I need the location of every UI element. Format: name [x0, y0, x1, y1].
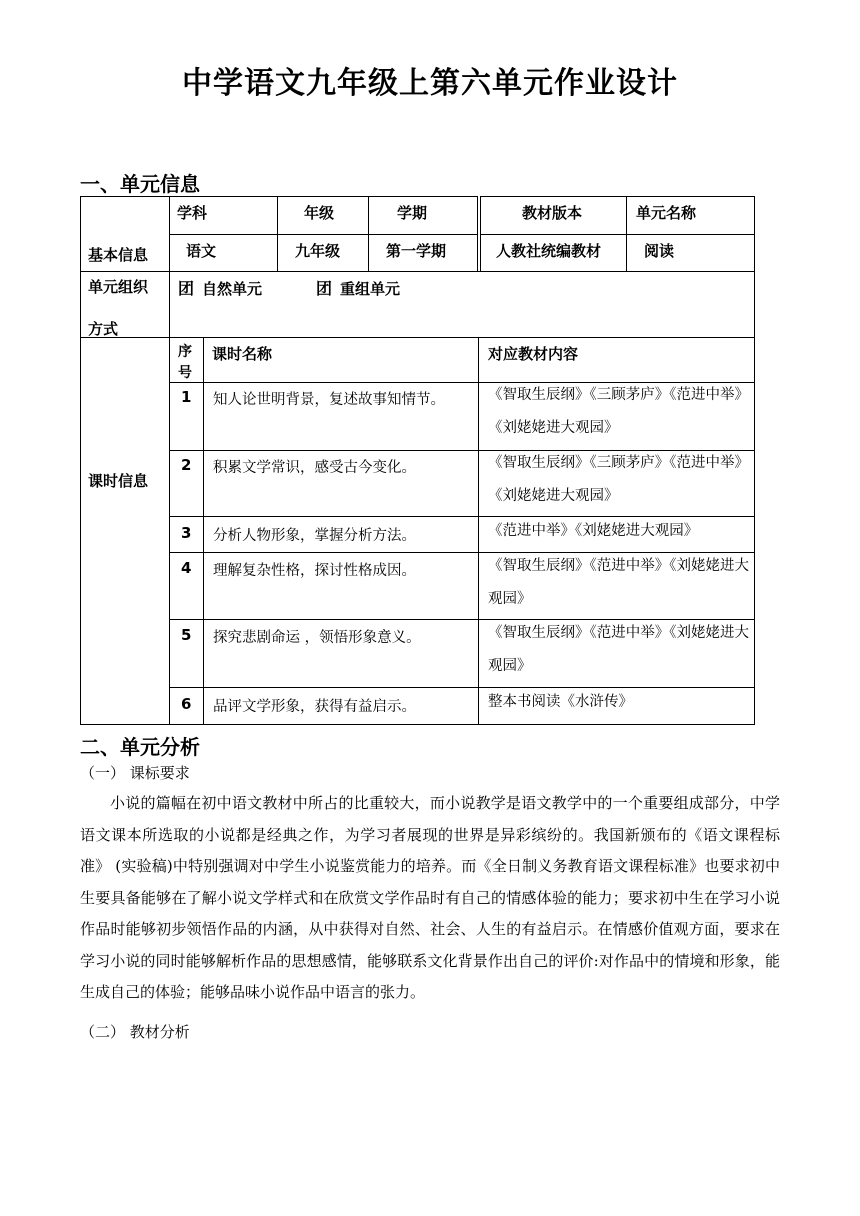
lesson-name: 知人论世明背景，复述故事知情节。 — [213, 392, 445, 408]
lesson-content: 《智取生辰纲》《三顾茅庐》《范进中举》《刘姥姥进大观园》 — [488, 387, 749, 436]
subheading-textbook-analysis: （二） 教材分析 — [80, 1023, 190, 1041]
section-heading-unit-analysis: 二、单元分析 — [80, 735, 200, 759]
lesson-name: 理解复杂性格，探讨性格成因。 — [213, 563, 416, 579]
lesson-number: 4 — [181, 559, 192, 577]
lesson-number: 5 — [181, 626, 192, 644]
cell-border — [80, 337, 170, 725]
header-lesson-name: 课时名称 — [212, 345, 273, 363]
lesson-number: 1 — [181, 388, 192, 406]
value-unit-name: 阅读 — [644, 242, 675, 260]
header-number-line1: 序 — [178, 344, 192, 360]
lesson-content: 《智取生辰纲》《范进中举》《刘姥姥进大观园》 — [488, 558, 749, 607]
checkbox-mark-icon: 团 — [316, 279, 333, 298]
organization-label-line2: 方式 — [88, 320, 119, 338]
lesson-content: 《智取生辰纲》《范进中举》《刘姥姥进大观园》 — [488, 625, 749, 674]
lesson-name: 分析人物形象，掌握分析方法。 — [213, 528, 416, 544]
value-subject: 语文 — [186, 242, 217, 260]
lesson-name: 探究悲剧命运 ，领悟形象意义。 — [213, 630, 421, 646]
section-heading-unit-info: 一、单元信息 — [80, 172, 200, 196]
lessons-label: 课时信息 — [88, 472, 149, 490]
lesson-name: 积累文学常识，感受古今变化。 — [213, 460, 416, 476]
option-regrouped-unit[interactable] — [316, 276, 400, 299]
subheading-curriculum-standards: （一） 课标要求 — [80, 764, 190, 782]
header-textbook: 教材版本 — [522, 204, 583, 222]
lesson-content: 《范进中举》《刘姥姥进大观园》 — [488, 523, 699, 539]
lesson-content: 《智取生辰纲》《三顾茅庐》《范进中举》《刘姥姥进大观园》 — [488, 455, 749, 504]
basic-info-label: 基本信息 — [88, 246, 149, 264]
checkbox-mark-icon: 团 — [178, 279, 195, 298]
lesson-number: 6 — [181, 695, 192, 713]
option-regrouped-unit-label: 重组单元 — [340, 280, 401, 298]
header-grade: 年级 — [304, 204, 335, 222]
header-number-line2: 号 — [178, 365, 192, 381]
lesson-content: 整本书阅读《水浒传》 — [488, 694, 633, 710]
organization-label-line1: 单元组织 — [88, 278, 149, 296]
header-content: 对应教材内容 — [488, 345, 579, 363]
value-grade: 九年级 — [295, 242, 341, 260]
curriculum-paragraph: 小说的篇幅在初中语文教材中所占的比重较大，而小说教学是语文教学中的一个重要组成部分，中学语文课本所选取的小说都是经典之作，为学习者展现的世界是异彩缤纷的。我国新颁布的《语文课程标准》 (实验稿)中特别强调对中学生小说鉴赏能力的培养。而《全日制义务教育语文课程标准》也要求初中生要具备能够在了解小说文学样式和在欣赏文学作品时有自己的情感体验的能力；要求初中生在学习小说作品时能够初步领悟作品的内涵，从中获得对自然、社会、人生的有益启示。在情感价值观方面，要求在学习小说的同时能够解析作品的思想感情，能够联系文化背景作出自己的评价:对作品中的情境和形象，能生成自己的体验；能够品味小说作品中语言的张力。 — [80, 794, 780, 1001]
header-unit-name: 单元名称 — [636, 204, 697, 222]
option-natural-unit-label: 自然单元 — [202, 280, 263, 298]
lesson-name: 品评文学形象，获得有益启示。 — [213, 699, 416, 715]
value-textbook: 人教社统编教材 — [496, 242, 602, 260]
page-title: 中学语文九年级上第六单元作业设计 — [182, 66, 678, 101]
value-term: 第一学期 — [386, 242, 447, 260]
header-term: 学期 — [397, 204, 428, 222]
lesson-number: 2 — [181, 456, 192, 474]
lesson-number: 3 — [181, 524, 192, 542]
option-natural-unit[interactable] — [178, 276, 262, 299]
header-subject: 学科 — [177, 204, 208, 222]
